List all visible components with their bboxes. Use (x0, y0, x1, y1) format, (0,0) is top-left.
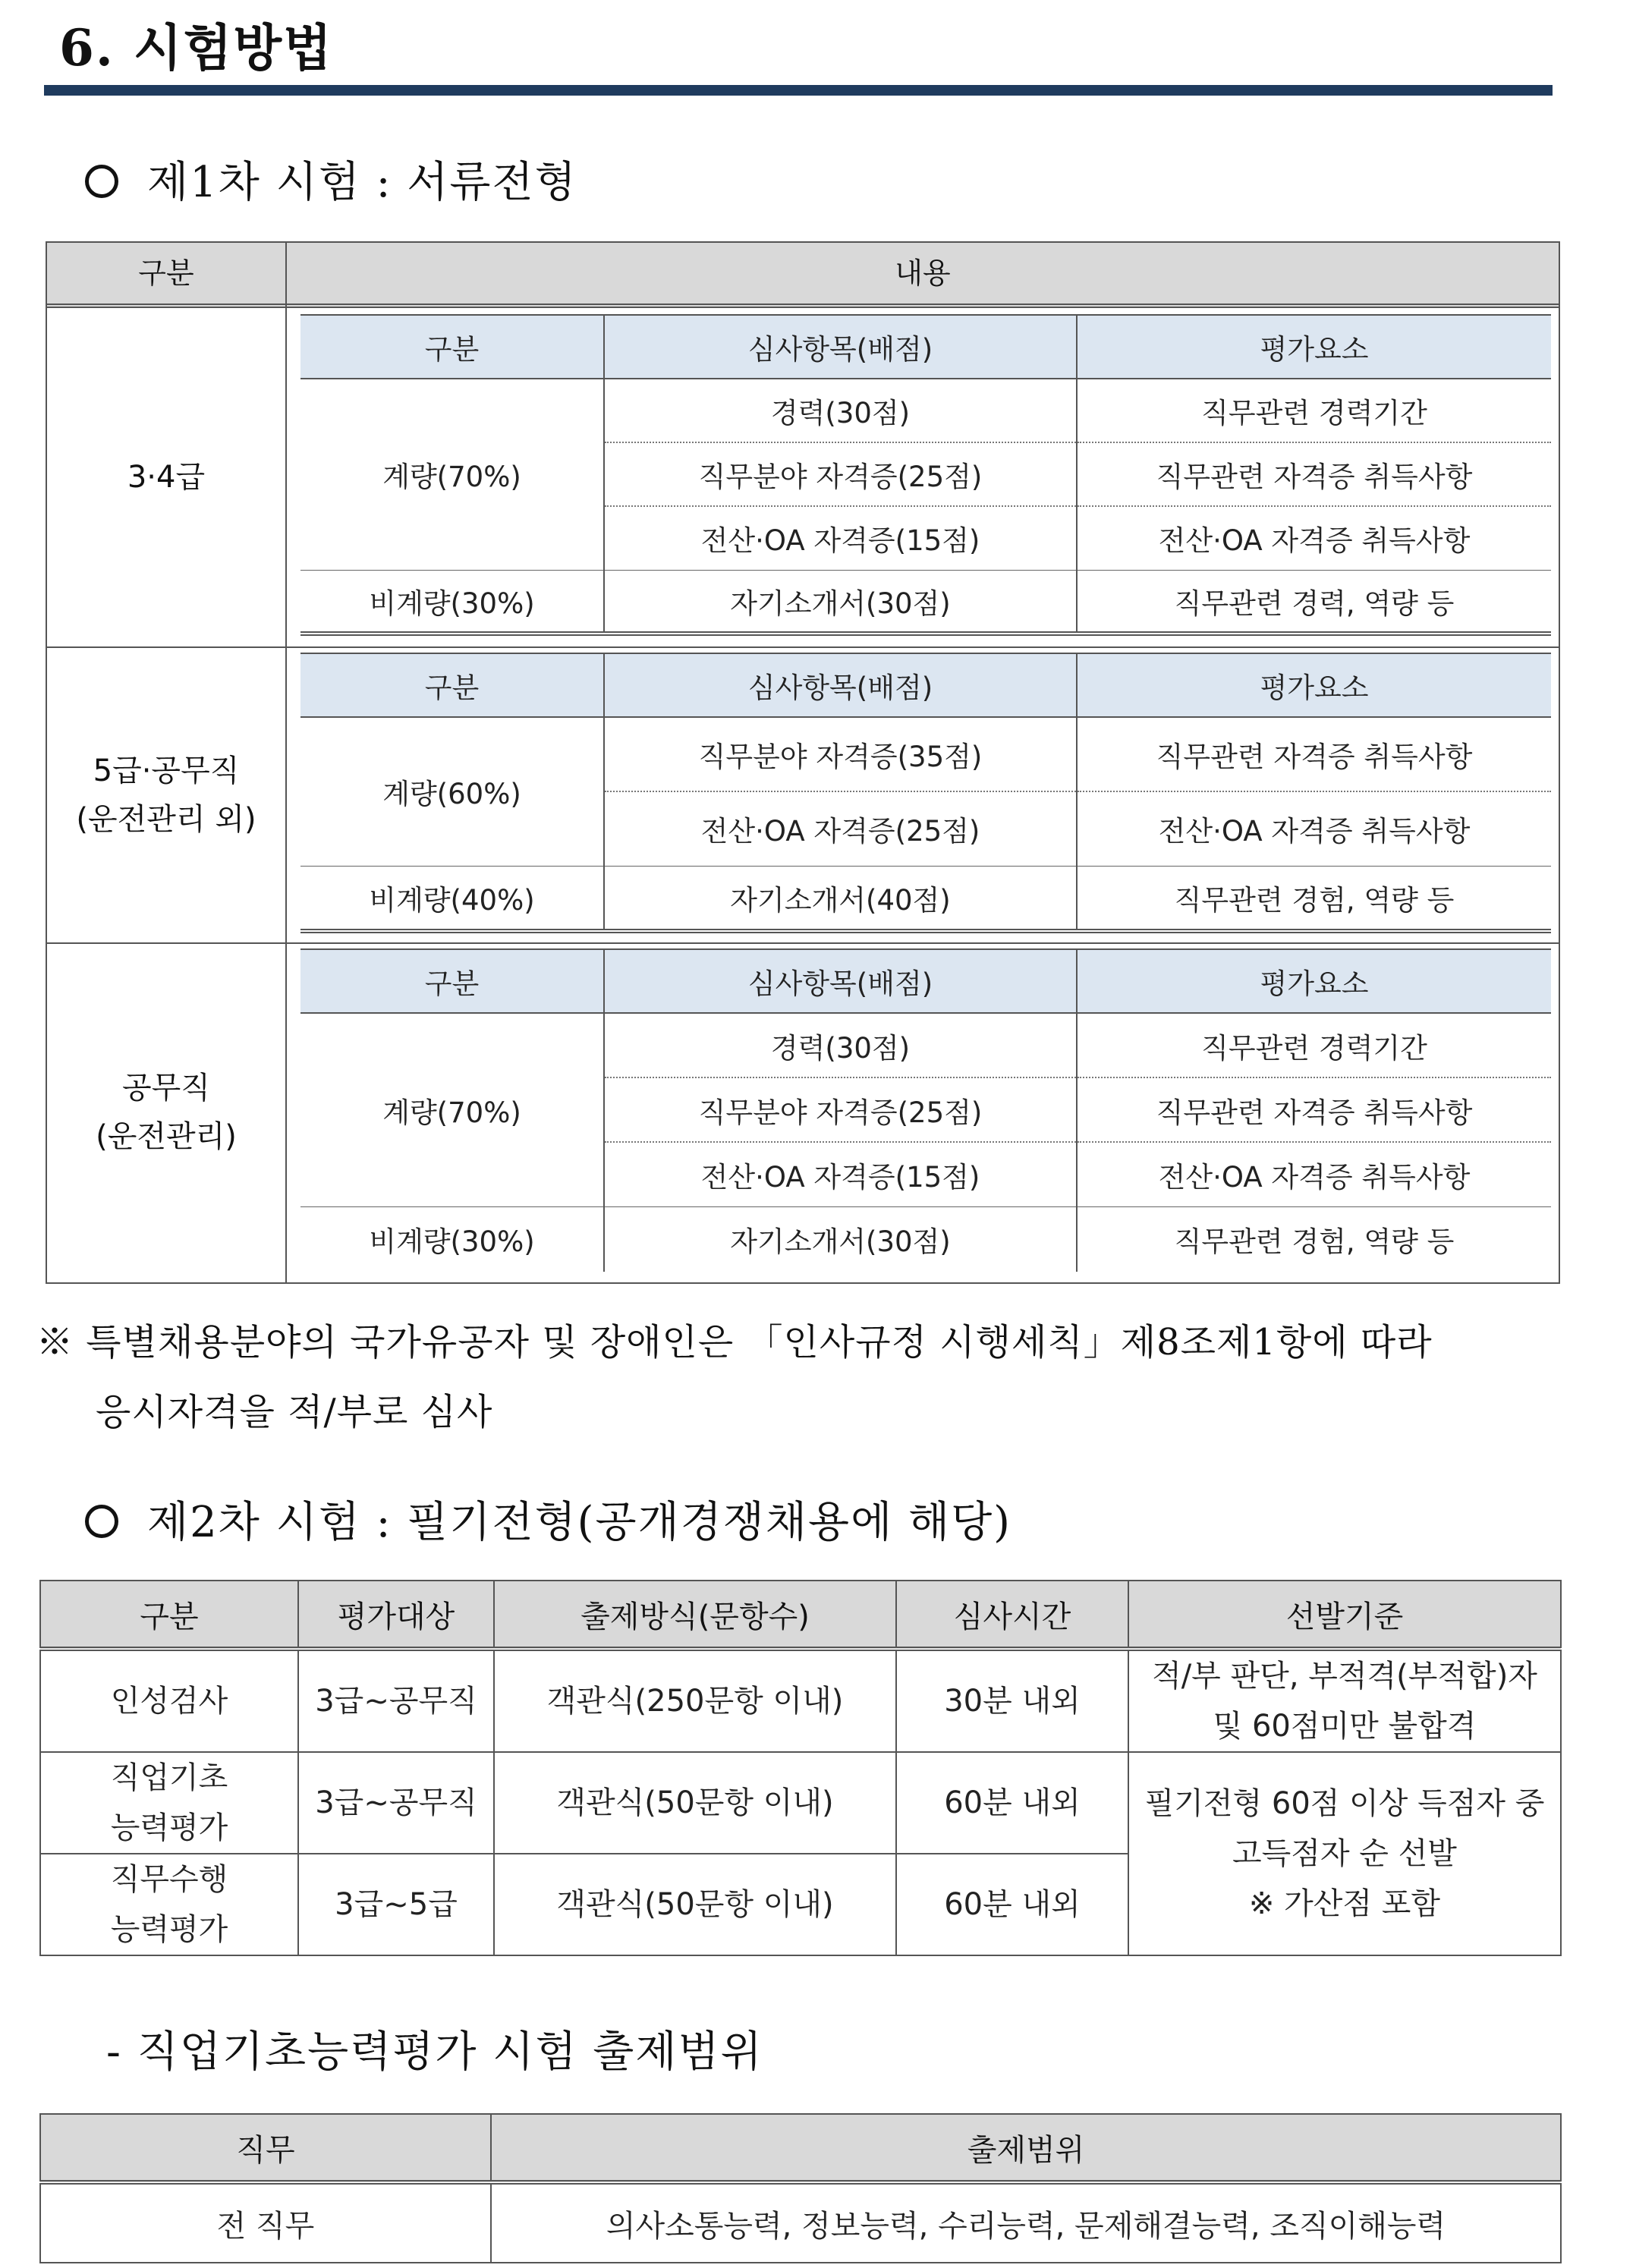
item-cell: 전산·OA 자격증(15점) (604, 1142, 1077, 1206)
section1-heading-row (85, 149, 577, 209)
test-method: 객관식(250문항 이내) (494, 1649, 896, 1752)
quant-label: 계량(60%) (300, 717, 604, 866)
factor-cell: 전산·OA 자격증 취득사항 (1077, 506, 1551, 570)
test-name (40, 1752, 298, 1854)
criteria-line2: 고득점자 순 선발 (1232, 1836, 1457, 1871)
group-label (47, 308, 285, 646)
item-cell: 자기소개서(30점) (604, 570, 1077, 634)
header-scope: 출제범위 (491, 2114, 1561, 2182)
factor-cell: 직무관련 자격증 취득사항 (1077, 1077, 1551, 1142)
header-category: 구분 (40, 1581, 298, 1649)
group-label-text: 3·4급 (127, 460, 206, 495)
test-time: 60분 내외 (896, 1854, 1128, 1955)
special-hire-note-line1: ※ 특별채용분야의 국가유공자 및 장애인은 「인사규정 시행세칙」제8조제1항에 따라 (36, 1321, 1433, 1364)
item-cell: 경력(30점) (604, 1013, 1077, 1077)
nonquant-label: 비계량(30%) (300, 570, 604, 634)
inner-header-row (300, 949, 1551, 1013)
quant-label: 계량(70%) (300, 1013, 604, 1206)
criteria-line1: 적/부 판단, 부적격(부적합)자 (1152, 1659, 1537, 1694)
factor-cell: 직무관련 경험, 역량 등 (1174, 1225, 1455, 1259)
test-target: 3급~공무직 (298, 1649, 494, 1752)
inner-header-category: 구분 (300, 653, 604, 717)
test-method: 객관식(50문항 이내) (494, 1752, 896, 1854)
group-label-line2: (운전관리 외) (76, 802, 256, 837)
test-method: 객관식(50문항 이내) (494, 1854, 896, 1955)
inner-header-category: 구분 (300, 949, 604, 1013)
exam-scope-table (39, 2113, 1562, 2263)
table-header-row (40, 2114, 1561, 2182)
table-row (300, 866, 1551, 931)
inner-table (300, 653, 1551, 933)
group-label-line1: 5급·공무직 (93, 753, 240, 788)
inner-header-factor: 평가요소 (1077, 653, 1551, 717)
group-label (47, 648, 285, 942)
section2-heading-row (85, 1489, 1011, 1549)
inner-header-factor: 평가요소 (1077, 315, 1551, 379)
header-category: 구분 (138, 256, 194, 290)
criteria-line3: ※ 가산점 포함 (1248, 1886, 1441, 1921)
test-criteria (1128, 1649, 1561, 1752)
test-target: 3급~5급 (298, 1854, 494, 1955)
job-cell: 전 직무 (40, 2182, 491, 2263)
group-grade-5 (47, 646, 1559, 942)
factor-cell: 직무관련 경력기간 (1077, 379, 1551, 442)
section2-heading: 제2차 시험 : 필기전형(공개경쟁채용에 해당) (147, 1498, 1012, 1547)
inner-table (300, 314, 1551, 636)
test-target: 3급~공무직 (298, 1752, 494, 1854)
nonquant-label: 비계량(30%) (300, 1206, 604, 1272)
table-header (47, 243, 1559, 308)
test-name-line1: 직업기초 (110, 1760, 228, 1795)
group-operation-management (47, 942, 1559, 1281)
test-name: 인성검사 (40, 1649, 298, 1752)
test-name-line1: 직무수행 (110, 1862, 228, 1897)
inner-header-category: 구분 (300, 315, 604, 379)
inner-header-item: 심사항목(배점) (604, 315, 1077, 379)
factor-cell: 직무관련 경력, 역량 등 (1077, 570, 1551, 634)
test-name-line2: 능력평가 (110, 1912, 228, 1947)
group-label-line2: (운전관리) (96, 1119, 237, 1154)
document-screening-table (46, 241, 1560, 1284)
inner-header-factor: 평가요소 (1077, 949, 1551, 1013)
factor-cell: 전산·OA 자격증 취득사항 (1077, 791, 1551, 866)
group-label (47, 944, 285, 1281)
special-hire-note-line2: 응시자격을 적/부로 심사 (96, 1391, 493, 1433)
header-job: 직무 (40, 2114, 491, 2182)
factor-cell: 직무관련 자격증 취득사항 (1077, 442, 1551, 506)
header-content: 내용 (895, 256, 951, 290)
table-header-row (40, 1581, 1561, 1649)
item-cell: 전산·OA 자격증(25점) (604, 791, 1077, 866)
item-cell: 자기소개서(30점) (604, 1206, 1077, 1272)
factor-cell: 직무관련 자격증 취득사항 (1077, 717, 1551, 791)
title-underline (44, 85, 1553, 96)
table-row (300, 570, 1551, 634)
table-row (300, 1206, 1551, 1272)
test-name-line2: 능력평가 (110, 1810, 228, 1845)
test-name (40, 1854, 298, 1955)
written-test-table (39, 1580, 1562, 1956)
hollow-circle-bullet-icon (85, 1505, 118, 1538)
test-criteria-merged (1128, 1752, 1561, 1955)
inner-header-item: 심사항목(배점) (604, 949, 1077, 1013)
quant-label: 계량(70%) (300, 379, 604, 570)
item-cell: 직무분야 자격증(25점) (604, 1077, 1077, 1142)
item-cell: 경력(30점) (604, 379, 1077, 442)
section1-heading: 제1차 시험 : 서류전형 (147, 158, 577, 207)
group-label-line1: 공무직 (122, 1071, 210, 1106)
table-row (300, 379, 1551, 442)
header-time: 심사시간 (896, 1581, 1128, 1649)
hollow-circle-bullet-icon (85, 165, 118, 198)
table-row (40, 1649, 1561, 1752)
factor-cell: 직무관련 경험, 역량 등 (1077, 866, 1551, 931)
item-cell: 전산·OA 자격증(15점) (604, 506, 1077, 570)
inner-header-item: 심사항목(배점) (604, 653, 1077, 717)
group-grade-3-4 (47, 308, 1559, 646)
section3-heading: - 직업기초능력평가 시험 출제범위 (106, 2027, 763, 2077)
nonquant-label: 비계량(40%) (300, 866, 604, 931)
table-row (300, 1013, 1551, 1077)
header-criteria: 선발기준 (1128, 1581, 1561, 1649)
table-row (40, 1752, 1561, 1854)
table-row (300, 717, 1551, 791)
test-time: 30분 내외 (896, 1649, 1128, 1752)
item-cell: 직무분야 자격증(25점) (604, 442, 1077, 506)
criteria-line2: 및 60점미만 불합격 (1213, 1709, 1477, 1744)
scope-cell: 의사소통능력, 정보능력, 수리능력, 문제해결능력, 조직이해능력 (491, 2182, 1561, 2263)
header-method: 출제방식(문항수) (494, 1581, 896, 1649)
page-title: 6. 시험방법 (59, 18, 333, 77)
factor-cell: 직무관련 경력기간 (1077, 1013, 1551, 1077)
criteria-line1: 필기전형 60점 이상 득점자 중 (1144, 1786, 1545, 1821)
inner-header-row (300, 653, 1551, 717)
test-time: 60분 내외 (896, 1752, 1128, 1854)
inner-table (300, 948, 1551, 1272)
item-cell: 자기소개서(40점) (604, 866, 1077, 931)
header-target: 평가대상 (298, 1581, 494, 1649)
inner-header-row (300, 315, 1551, 379)
factor-cell: 전산·OA 자격증 취득사항 (1077, 1142, 1551, 1206)
table-row (40, 2182, 1561, 2263)
item-cell: 직무분야 자격증(35점) (604, 717, 1077, 791)
